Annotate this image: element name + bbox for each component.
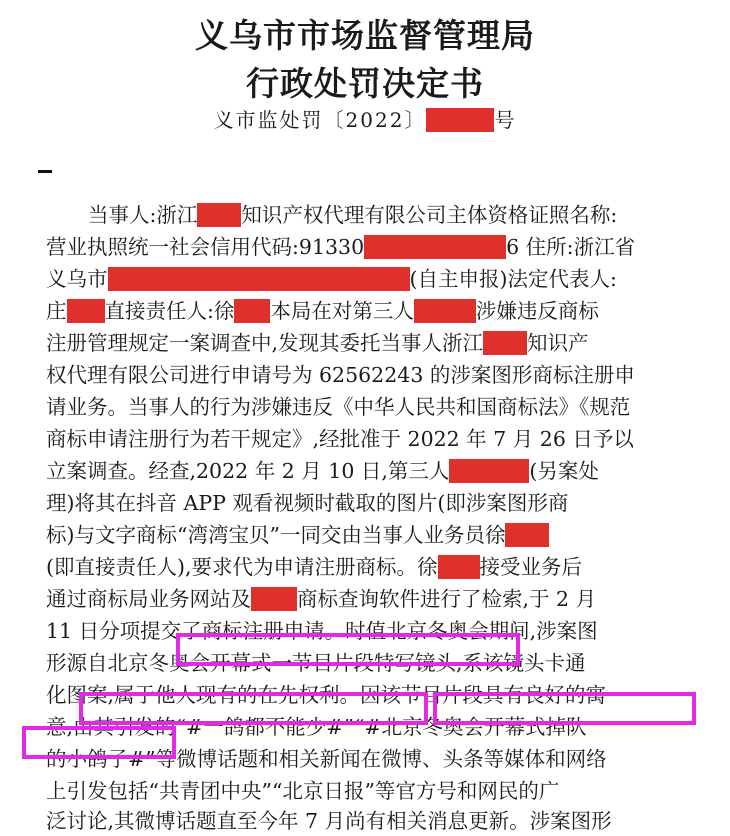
text-line: 请业务。当事人的行为涉嫌违反《中华人民共和国商标法》《规范 [46,395,631,419]
document-number-prefix: 义市监处罚〔2022〕 [213,108,427,132]
text-line: 上引发包括“共青团中央”“北京日报”等官方号和网民的广 [46,779,560,803]
text-line: 庄 直接责任人:徐 本局在对第三人 涉嫌违反商标 [46,299,599,323]
text-line: 当事人:浙江 知识产权代理有限公司主体资格证照名称: [88,203,618,227]
text-line: 通过商标局业务网站及 商标查询软件进行了检索,于 2 月 [46,587,597,611]
text-line: 营业执照统一社会信用代码:91330 6 住所:浙江省 [46,235,636,259]
highlight-box [22,726,176,759]
text-line: 化图案,属于他人现有的在先权利。因该节目片段具有良好的寓 [46,683,607,707]
text-line: 意,由其引发的“#一鸽都不能少#”“#北京冬奥会开幕式掉队 [46,715,587,739]
text-line: 义乌市 (自主申报)法定代表人: [46,267,617,291]
highlight-box [79,692,428,725]
text-line: 泛讨论,其微博话题直至今年 7 月尚有相关消息更新。涉案图形 [46,809,612,833]
text-line: 的小鸽子#”等微博话题和相关新闻在微博、头条等媒体和网络 [46,747,607,771]
redaction-block [483,331,527,355]
redaction-block [449,459,529,483]
document-type-title: 行政处罚决定书 [246,64,484,103]
redaction-block [438,555,480,579]
redaction-block [364,235,506,259]
issuing-agency-title: 义乌市市场监督管理局 [195,16,535,55]
text-line: 标)与文字商标“湾湾宝贝”一同交由当事人业务员徐 [46,520,549,550]
text-line: 商标申请注册行为若干规定》,经批准于 2022 年 7 月 26 日予以 [46,427,634,451]
document-number-suffix: 号 [494,108,517,132]
highlighted-phrase: 奥会开幕式一节目片段特写镜头 [169,651,456,675]
text-line: 理)将其在抖音 APP 观看视频时截取的图片(即涉案图形商 [46,491,569,515]
redaction-block [67,299,105,323]
section-dash [38,170,52,173]
text-line: 注册管理规定一案调查中,发现其委托当事人浙江 知识产 [46,331,589,355]
highlight-box [176,633,520,666]
highlight-box [433,692,696,725]
text-line: 权代理有限公司进行申请号为 62562243 的涉案图形商标注册申 [46,363,635,387]
text-line: 11 日分项提交了商标注册申请。时值北京冬奥会期间,涉案图 [46,619,598,643]
redaction-block [414,299,476,323]
text-line: 立案调查。经查,2022 年 2 月 10 日,第三人 (另案处 [46,459,599,483]
highlighted-phrase: 由其引发的“#一鸽都不能少#” [73,715,354,739]
highlighted-phrase: “#北京冬奥会开幕式掉队 [353,715,587,739]
text-line: 形源自北京冬奥会开幕式一节目片段特写镜头,系该镜头卡通 [46,651,586,675]
document-number [0,104,730,133]
redaction-block [426,108,494,132]
redaction-block [197,203,241,227]
redaction-block [251,587,297,611]
redaction-block [505,523,549,547]
highlighted-phrase: 的小鸽子#” [46,747,156,771]
text-line: (即直接责任人),要求代为申请注册商标。徐 接受业务后 [46,555,583,579]
redaction-block [108,267,410,291]
redaction-block [234,299,270,323]
